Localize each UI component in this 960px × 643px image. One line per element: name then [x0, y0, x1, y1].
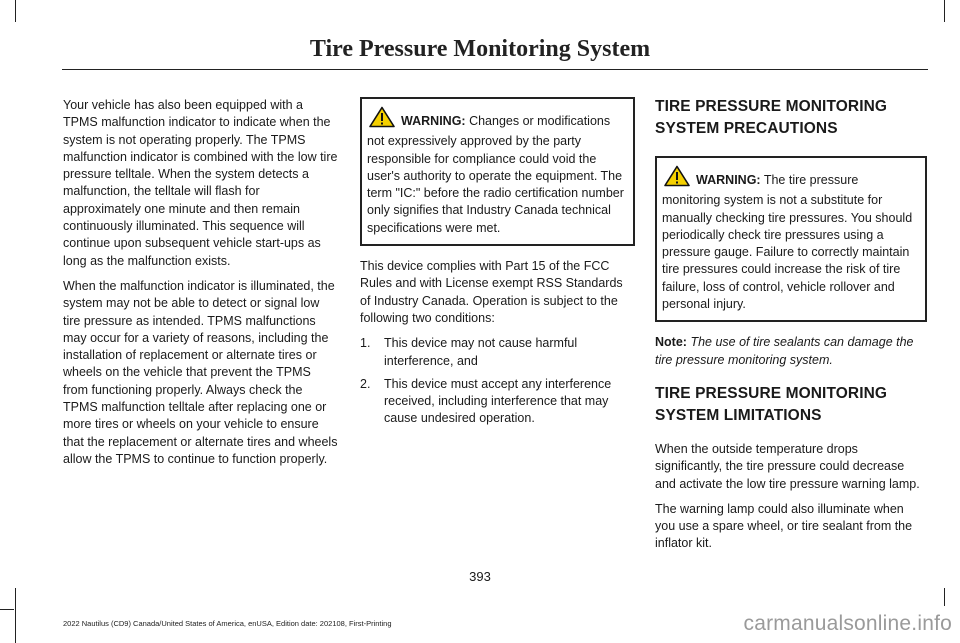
warning-text: Changes or modifications not expressively approved by the party responsible for compliance could void the user's authority to operate the equipment. The term "IC:" before the radio certification number only signifies that Industry Canada technical specifications were met.	[367, 114, 624, 235]
list-item	[360, 335, 635, 370]
note-text: The use of tire sealants can damage the tire pressure monitoring system.	[655, 335, 914, 367]
column-right	[655, 96, 927, 561]
list-item	[360, 376, 635, 428]
malfunction-illuminated-paragraph: When the malfunction indicator is illuminated, the system may not be able to detect or signal low tire pressure as intended. TPMS malfunctions may occur for a variety of reasons, including the installation of replacement or alternate tires or wheels on the vehicle that prevent the TPMS from functioning properly. Always check the TPMS malfunction telltale after replacing one or more tires or wheels on your vehicle to ensure that the replacement or alternate tires and wheels allow the TPMS to continue to function properly.	[63, 278, 338, 466]
warning-triangle-icon	[369, 106, 395, 133]
precautions-heading: TIRE PRESSURE MONITORING SYSTEM PRECAUTIONS	[655, 98, 888, 137]
crop-mark-top-left	[15, 0, 16, 22]
warning-label: WARNING:	[401, 114, 466, 128]
page-title: Tire Pressure Monitoring System	[309, 36, 651, 62]
crop-mark-bottom-right	[944, 588, 945, 606]
warning-box-tpms	[655, 156, 927, 322]
list-item-number: 1.	[360, 336, 371, 351]
list-item-text: This device may not cause harmful interference, and	[384, 336, 578, 368]
note	[655, 334, 927, 369]
warning-label: WARNING:	[696, 173, 761, 187]
crop-mark-top-right	[944, 0, 945, 22]
crop-mark-bottom-left-h	[0, 609, 14, 610]
column-left	[63, 97, 338, 476]
crop-mark-bottom-left	[15, 588, 16, 643]
limitations-heading: TIRE PRESSURE MONITORING SYSTEM LIMITATIONS	[655, 384, 888, 424]
tpms-malfunction-paragraph: Your vehicle has also been equipped with a TPMS malfunction indicator to indicate when the system is not operating properly. The TPMS malfunction indicator is combined with the low tire pressure telltale. When the system detects a malfunction, the telltale will flash for approximately one minute and then remain continuously illuminated. This sequence will continue upon subsequent vehicle start-ups as long as the malfunction exists.	[63, 98, 338, 268]
page-number: 393	[469, 569, 491, 584]
fcc-compliance-paragraph: This device complies with Part 15 of the FCC Rules and with License exempt RSS Standards of Industry Canada. Operation is subject to the following two conditions:	[360, 259, 623, 325]
warning-triangle-icon	[664, 165, 690, 192]
header-rule	[62, 69, 928, 70]
warning-box-modifications	[360, 97, 635, 246]
edition-footer: 2022 Nautilus (CD9) Canada/United States of America, enUSA, Edition date: 202108, First-Printing	[63, 619, 392, 628]
list-item-number: 2.	[360, 376, 371, 391]
spare-wheel-paragraph: The warning lamp could also illuminate when you use a spare wheel, or tire sealant from the inflator kit.	[655, 501, 913, 551]
list-item-text: This device must accept any interference received, including interference that may cause undesired operation.	[384, 376, 612, 426]
column-middle	[360, 97, 635, 434]
note-label: Note:	[655, 335, 687, 350]
warning-text: The tire pressure monitoring system is not a substitute for manually checking tire pressures. You should periodically check tire pressures using a pressure gauge. Failure to correctly maintain tire pressures could increase the risk of tire failure, loss of control, vehicle rollover and personal injury.	[662, 173, 913, 312]
temperature-paragraph: When the outside temperature drops significantly, the tire pressure could decrease and activate the low tire pressure warning lamp.	[655, 441, 920, 491]
watermark: carmanualsonline.info	[743, 612, 952, 635]
conditions-list	[360, 335, 635, 427]
